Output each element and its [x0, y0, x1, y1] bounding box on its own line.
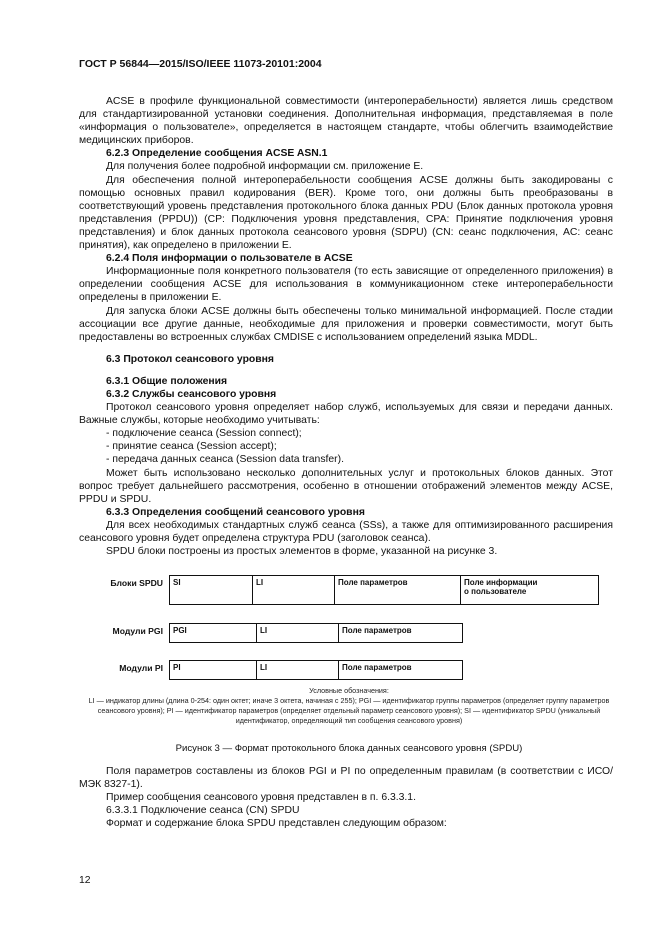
row-label: Модули PI — [119, 663, 163, 673]
paragraph: Пример сообщения сеансового уровня представлен в п. 6.3.3.1. — [106, 792, 416, 804]
paragraph: Для запуска блоки ACSE должны быть обеспечены только минимальной информацией. После стадии ассоциации все другие данные, необходимые для приложения и проверки совместимости, могут быть предоставлены во встроенных службах CMDISE с использованием определений языка MDDL. — [79, 305, 613, 343]
cell-pgi: PGI — [173, 626, 187, 635]
section-heading: 6.3.3 Определения сообщений сеансового уровня — [106, 506, 365, 518]
cell-parameters: Поле параметров — [338, 624, 462, 642]
cell-li: LI — [252, 576, 334, 604]
cell-pi: PI — [173, 663, 181, 672]
paragraph: Формат и содержание блока SPDU представлен следующим образом: — [106, 818, 447, 830]
legend-title: Условные обозначения: — [309, 686, 389, 695]
list-item: - передача данных сеанса (Session data transfer). — [106, 454, 344, 466]
paragraph: 6.3.3.1 Подключение сеанса (CN) SPDU — [106, 805, 300, 817]
paragraph: Для всех необходимых стандартных служб сеанса (SSs), а также для оптимизированного расширения сеансового уровня будет определена структура PDU (заголовок сеанса). — [79, 519, 613, 544]
row-cells — [169, 575, 599, 605]
pi-row — [79, 660, 463, 680]
cell-li: LI — [256, 624, 338, 642]
paragraph: Для обеспечения полной интероперабельности сообщения ACSE должны быть закодированы с помощью основных правил кодирования (BER). Кроме того, они должны быть преобразованы в соответствующий уровень представления протокольного блока данных PDU (Блок данных протокола уровня представления (PPDU)) (CP: Подключения уровня представления, CPA: Принятие подключения уровня представления) и блок данных протокола сеансового уровня (SDPU) (CN: сеанс подключения, AC: сеанс принятия), как определено в приложении Е. — [79, 174, 613, 252]
main-text — [79, 95, 613, 558]
section-heading: 6.3.1 Общие положения — [106, 375, 228, 387]
cell-user-info — [460, 576, 598, 604]
row-label: Модули PGI — [112, 626, 163, 636]
section-heading: 6.2.4 Поля информации о пользователе в ACSE — [106, 253, 353, 265]
after-figure-text — [79, 765, 613, 830]
legend-text: LI — индикатор длины (длина 0-254: один октет; иначе 3 октета, начиная с 255); PGI — идентификатор группы параметров (определяет группу параметров сеансового уровня); PI — идентификатор параметров (определяет отдельный параметр сеансового уровня); SI — идентификатор SPDU (уникальный идентификатор, определяющий тип сообщения сеансового уровня) — [88, 696, 610, 725]
figure-caption: Рисунок 3 — Формат протокольного блока данных сеансового уровня (SPDU) — [175, 743, 523, 754]
spdu-row — [79, 575, 599, 605]
section-heading: 6.3.2 Службы сеансового уровня — [106, 388, 277, 400]
section-heading: 6.2.3 Определение сообщения ACSE ASN.1 — [106, 148, 328, 160]
cell-parameters: Поле параметров — [334, 576, 460, 604]
row-cells — [169, 660, 463, 680]
paragraph: Для получения более подробной информации см. приложение Е. — [106, 161, 424, 173]
paragraph: Протокол сеансового уровня определяет набор служб, используемых для связи и передачи данных. Важные службы, которые необходимо учитывать: — [79, 402, 613, 427]
cell-si: SI — [173, 578, 181, 587]
row-cells — [169, 623, 463, 643]
row-label: Блоки SPDU — [110, 578, 163, 588]
pgi-row — [79, 623, 463, 643]
cell-text: о пользователе — [464, 587, 527, 596]
cell-parameters: Поле параметров — [338, 661, 462, 679]
cell-li: LI — [256, 661, 338, 679]
paragraph: Поля параметров составлены из блоков PGI и PI по определенным правилам (в соответствии с ИСО/МЭК 8327-1). — [79, 766, 613, 791]
paragraph: ACSE в профиле функциональной совместимости (интероперабельности) является лишь средством для стандартизированной установки соединения. Дополнительная информация, представляемая в поле «информация о пользователе», определяется в настоящем стандарте, чтобы облегчить взаимодействие медицинских приборов. — [79, 96, 613, 147]
paragraph: SPDU блоки построены из простых элементов в форме, указанной на рисунке 3. — [106, 546, 498, 558]
running-header: ГОСТ Р 56844—2015/ISO/IEEE 11073-20101:2004 — [79, 58, 322, 70]
list-item: - принятие сеанса (Session accept); — [106, 441, 277, 453]
cell-text: Поле информации — [464, 578, 538, 587]
section-heading: 6.3 Протокол сеансового уровня — [106, 353, 274, 365]
paragraph: Может быть использовано несколько дополнительных услуг и протокольных блоков данных. Этот вопрос требует дальнейшего рассмотрения, особенно в отношении отображений элементов между ACSE, PPDU и SPDU. — [79, 467, 613, 505]
figure-legend — [79, 686, 619, 726]
paragraph: Информационные поля конкретного пользователя (то есть зависящие от определенного приложения) в определении сообщения ACSE для использования в коммуникационном стеке интероперабельности определены в приложении Е. — [79, 266, 613, 304]
page-number: 12 — [79, 875, 91, 886]
list-item: - подключение сеанса (Session connect); — [106, 428, 302, 440]
